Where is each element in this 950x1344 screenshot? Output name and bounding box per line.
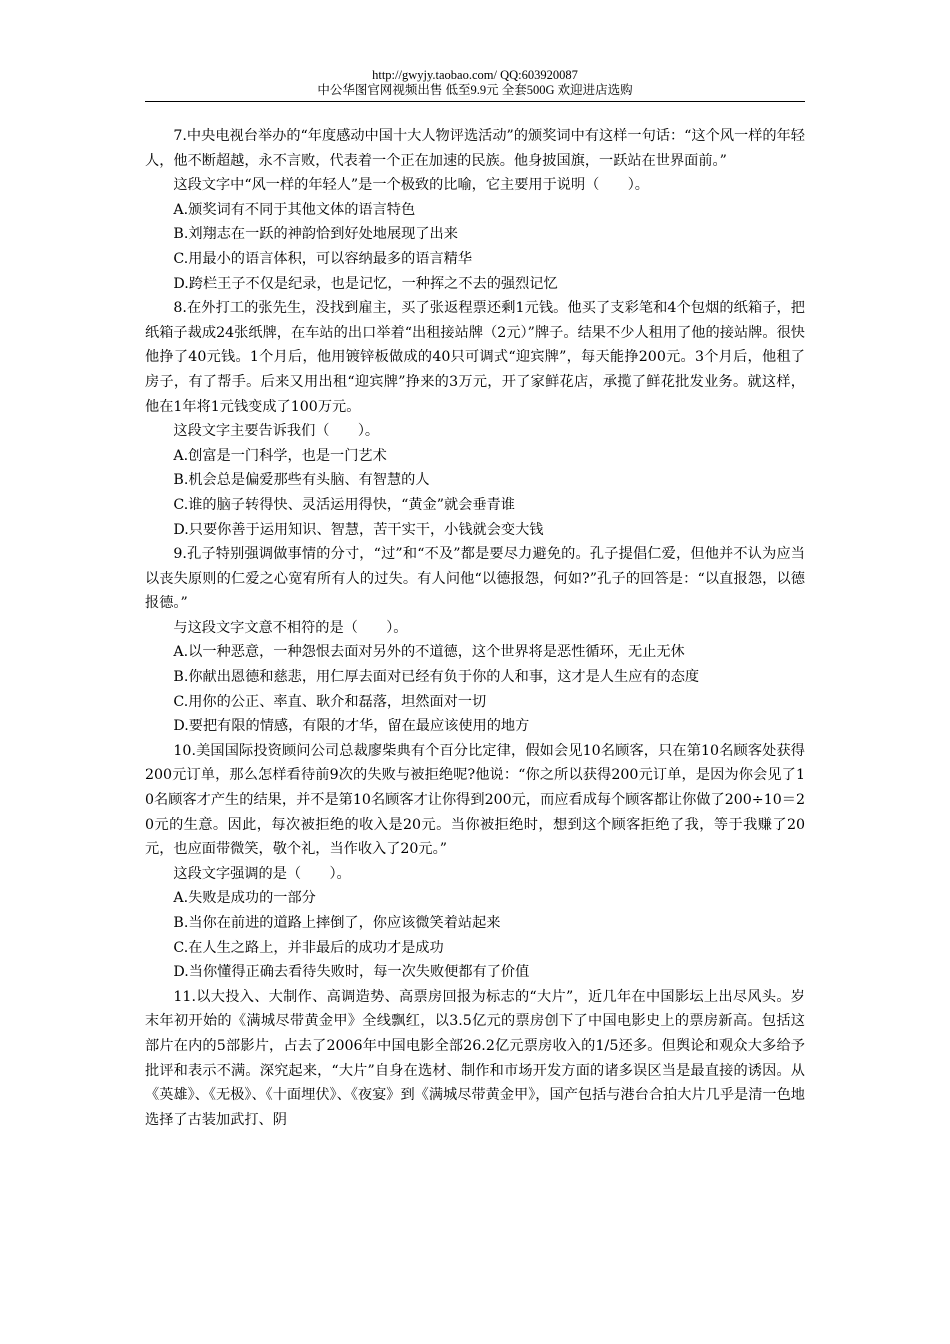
answer-option: C.用最小的语言体积，可以容纳最多的语言精华 — [173, 250, 473, 267]
answer-option: D.当你懂得正确去看待失败时，每一次失败便都有了价值 — [173, 964, 530, 981]
answer-option: C.在人生之路上，并非最后的成功才是成功 — [173, 939, 444, 956]
header-ad-line: 中公华图官网视频出售 低至9.9元 全套500G 欢迎进店选购 — [317, 83, 633, 97]
answer-option: B.机会总是偏爱那些有头脑、有智慧的人 — [173, 472, 430, 489]
answer-option: B.当你在前进的道路上摔倒了，你应该微笑着站起来 — [173, 915, 501, 931]
answer-option: D.跨栏王子不仅是纪录，也是记忆，一种挥之不去的强烈记忆 — [173, 275, 558, 292]
document-body — [145, 124, 805, 1132]
answer-option: C.谁的脑子转得快、灵活运用得快，“黄金”就会垂青谁 — [173, 496, 515, 513]
page-header — [145, 68, 805, 98]
answer-option: D.只要你善于运用知识、智慧，苦干实干，小钱就会变大钱 — [173, 521, 544, 538]
paragraph: 与这段文字文意不相符的是（ ）。 — [173, 619, 408, 636]
paragraph: 这段文字中“风一样的年轻人”是一个极致的比喻，它主要用于说明（ ）。 — [173, 177, 649, 194]
header-url-line[interactable]: http://gwyjy.taobao.com/ QQ:603920087 — [372, 68, 578, 82]
answer-option: C.用你的公正、率直、耿介和磊落，坦然面对一切 — [173, 693, 487, 710]
answer-option: A.以一种恶意，一种怨恨去面对另外的不道德，这个世界将是恶性循环，无止无休 — [173, 644, 685, 661]
paragraph: 9.孔子特别强调做事情的分寸，“过”和“不及”都是要尽力避免的。孔子提倡仁爱，但他并不认为应当以丧失原则的仁爱之心宽宥所有人的过失。有人问他“以德报怨，何如?”孔子的回答是：“以直报怨，以德报德。” — [145, 546, 805, 612]
answer-option: A.颁奖词有不同于其他文体的语言特色 — [173, 201, 416, 218]
paragraph: 8.在外打工的张先生，没找到雇主，买了张返程票还剩1元钱。他买了支彩笔和4个包烟的纸箱子，把纸箱子裁成24张纸牌，在车站的出口举着“出租接站牌（2元）”牌子。结果不少人租用了他的接站牌。很快他挣了40元钱。1个月后，他用镀锌板做成的40只可调式“迎宾牌”，每天能挣200元。3个月后，他租了房子，有了帮手。后来又用出租“迎宾牌”挣来的3万元，开了家鲜花店，承揽了鲜花批发业务。就这样，他在1年将1元钱变成了100万元。 — [145, 300, 805, 415]
answer-option: A.失败是成功的一部分 — [173, 890, 316, 907]
header-divider — [145, 101, 805, 102]
paragraph: 这段文字强调的是（ ）。 — [173, 865, 351, 882]
paragraph: 7.中央电视台举办的“年度感动中国十大人物评选活动”的颁奖词中有这样一句话：“这个风一样的年轻人，他不断超越，永不言败，代表着一个正在加速的民族。他身披国旗，一跃站在世界面前。” — [145, 128, 805, 169]
answer-option: B.刘翔志在一跃的神韵恰到好处地展现了出来 — [173, 226, 458, 243]
paragraph: 11.以大投入、大制作、高调造势、高票房回报为标志的“大片”，近几年在中国影坛上出尽风头。岁末年初开始的《满城尽带黄金甲》全线飘红，以3.5亿元的票房创下了中国电影史上的票房新高。包括这部片在内的5部影片，占去了2006年中国电影全部26.2亿元票房收入的1/5还多。但舆论和观众大多给予批评和表示不满。深究起来，“大片”自身在选材、制作和市场开发方面的诸多误区当是最直接的诱因。从《英雄》、《无极》、《十面埋伏》、《夜宴》到《满城尽带黄金甲》，国产包括与港台合拍大片几乎是清一色地选择了古装加武打、阴 — [145, 988, 805, 1128]
paragraph: 这段文字主要告诉我们（ ）。 — [173, 423, 380, 440]
answer-option: A.创富是一门科学，也是一门艺术 — [173, 447, 387, 464]
answer-option: D.要把有限的情感，有限的才华，留在最应该使用的地方 — [173, 718, 530, 735]
answer-option: B.你献出恩德和慈悲，用仁厚去面对已经有负于你的人和事，这才是人生应有的态度 — [173, 669, 700, 686]
paragraph: 10.美国国际投资顾问公司总裁廖柴典有个百分比定律，假如会见10名顾客，只在第10名顾客处获得200元订单，那么怎样看待前9次的失败与被拒绝呢?他说：“你之所以获得200元订单，是因为你会见了10名顾客才产生的结果，并不是第10名顾客才让你得到200元，而应看成每个顾客都让你做了200÷10＝20元的生意。因此，每次被拒绝的收入是20元。当你被拒绝时，想到这个顾客拒绝了我，等于我赚了20元，也应面带微笑，敬个礼，当作收入了20元。” — [145, 742, 805, 858]
